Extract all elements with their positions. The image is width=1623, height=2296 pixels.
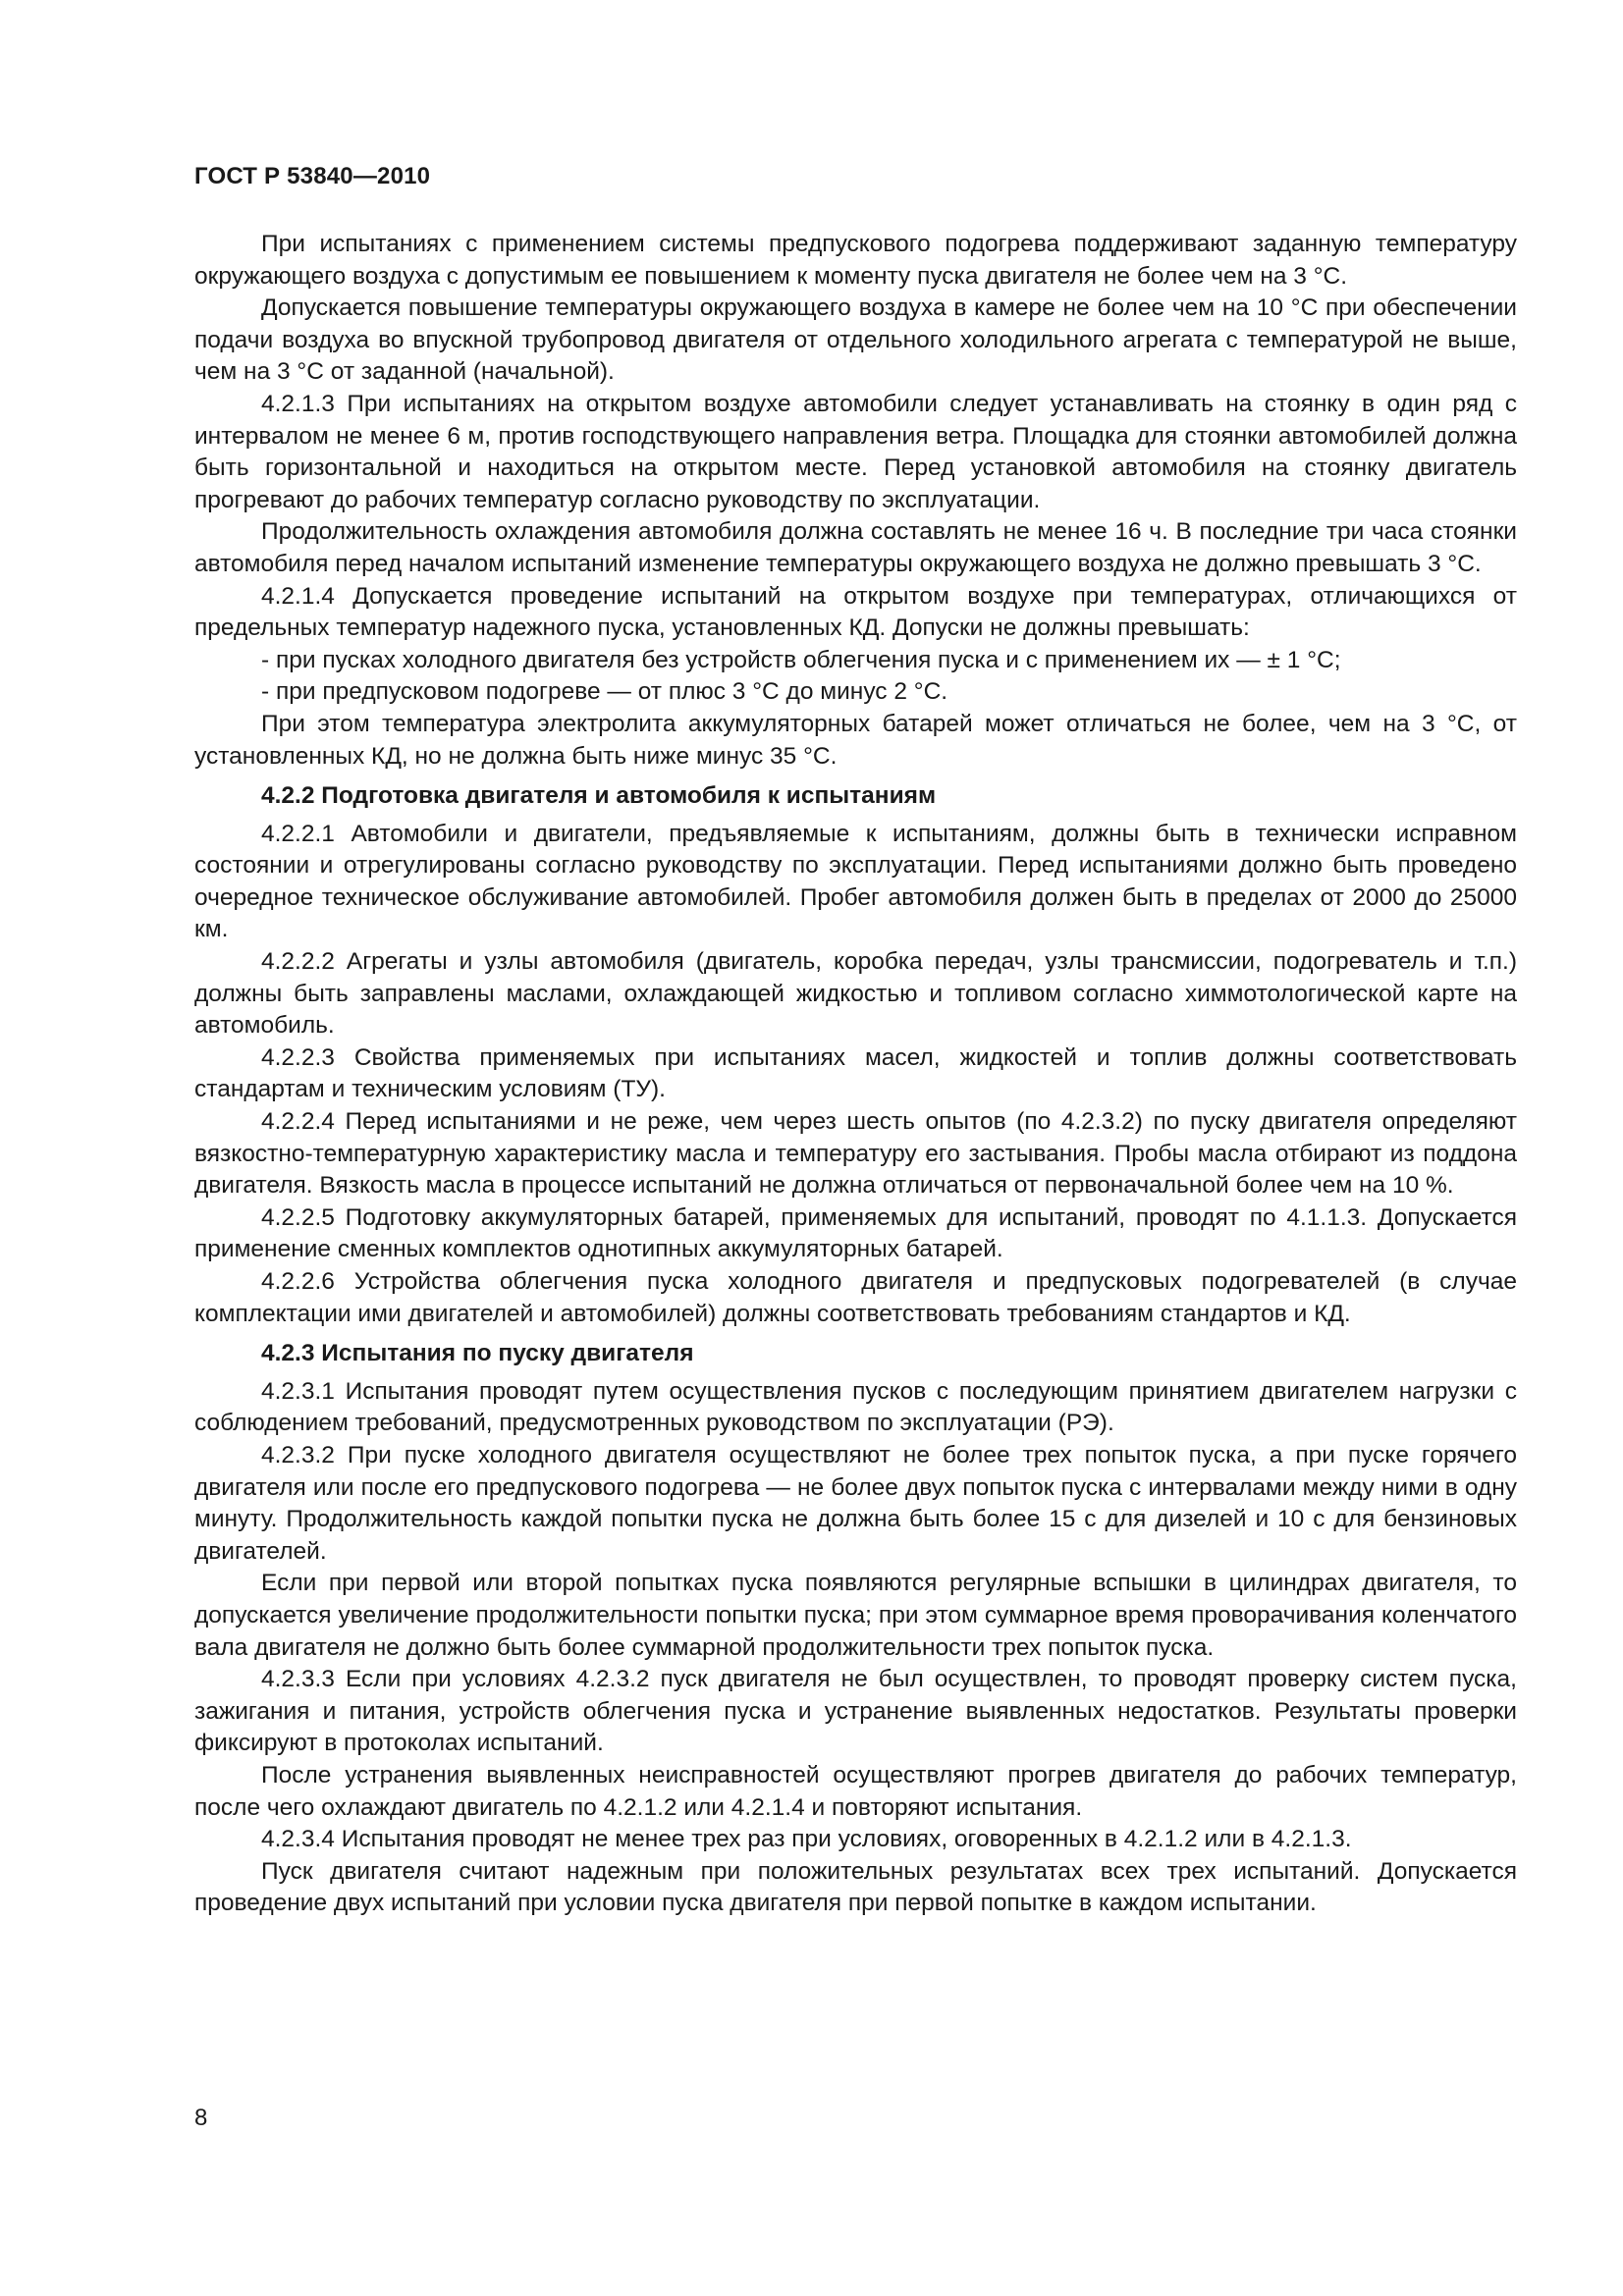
paragraph-4-2-2-5: 4.2.2.5 Подготовку аккумуляторных батарей, применяемых для испытаний, проводят по 4.1.1.3. Допускается применение сменных комплектов однотипных аккумуляторных батарей. bbox=[194, 1203, 1517, 1263]
paragraph: При испытаниях с применением системы предпускового подогрева поддерживают заданную температуру окружающего воздуха с допустимым ее повышением к моменту пуска двигателя не более чем на 3 °С. bbox=[194, 231, 1517, 290]
document-code-header: ГОСТ Р 53840—2010 bbox=[194, 163, 431, 189]
paragraph-4-2-3-1: 4.2.3.1 Испытания проводят путем осуществления пусков с последующим принятием двигателем нагрузки с соблюдением требований, предусмотренных руководством по эксплуатации (РЭ). bbox=[194, 1377, 1517, 1437]
list-item: - при пусках холодного двигателя без устройств облегчения пуска и с применением их — ± 1 °С; bbox=[261, 646, 1341, 673]
paragraph: Если при первой или второй попытках пуска появляются регулярные вспышки в цилиндрах двигателя, то допускается увеличение продолжительности попытки пуска; при этом суммарное время проворачивания коленчатого вала двигателя не должно быть более суммарной продолжительности трех попыток пуска. bbox=[194, 1570, 1517, 1661]
document-body bbox=[194, 229, 1517, 1920]
paragraph-4-2-1-4: 4.2.1.4 Допускается проведение испытаний на открытом воздухе при температурах, отличающихся от предельных температур надежного пуска, установленных КД. Допуски не должны превышать: bbox=[194, 582, 1517, 642]
section-heading-4-2-3: 4.2.3 Испытания по пуску двигателя bbox=[261, 1340, 694, 1367]
paragraph-4-2-2-4: 4.2.2.4 Перед испытаниями и не реже, чем через шесть опытов (по 4.2.3.2) по пуску двигателя определяют вязкостно-температурную характеристику масла и температуру его застывания. Пробы масла отбирают из поддона двигателя. Вязкость масла в процессе испытаний не должна отличаться от первоначальной более чем на 10 %. bbox=[194, 1108, 1517, 1200]
list-item: - при предпусковом подогреве — от плюс 3 °С до минус 2 °С. bbox=[261, 678, 948, 706]
paragraph-4-2-2-1: 4.2.2.1 Автомобили и двигатели, предъявляемые к испытаниям, должны быть в технически исправном состоянии и отрегулированы согласно руководству по эксплуатации. Перед испытаниями должно быть проведено очередное техническое обслуживание автомобилей. Пробег автомобиля должен быть в пределах от 2000 до 25000 км. bbox=[194, 820, 1517, 943]
paragraph-4-2-2-3: 4.2.2.3 Свойства применяемых при испытаниях масел, жидкостей и топлив должны соответствовать стандартам и техническим условиям (ТУ). bbox=[194, 1043, 1517, 1103]
section-heading-4-2-2: 4.2.2 Подготовка двигателя и автомобиля к испытаниям bbox=[261, 782, 937, 810]
paragraph: Допускается повышение температуры окружающего воздуха в камере не более чем на 10 °С при обеспечении подачи воздуха во впускной трубопровод двигателя от отдельного холодильного агрегата с температурой не выше, чем на 3 °С от заданной (начальной). bbox=[194, 294, 1517, 386]
document-page bbox=[194, 162, 1517, 1920]
paragraph-4-2-3-3: 4.2.3.3 Если при условиях 4.2.3.2 пуск двигателя не был осуществлен, то проводят проверку систем пуска, зажигания и питания, устройств облегчения пуска и устранение выявленных недостатков. Результаты проверки фиксируют в протоколах испытаний. bbox=[194, 1666, 1517, 1757]
paragraph-4-2-2-2: 4.2.2.2 Агрегаты и узлы автомобиля (двигатель, коробка передач, узлы трансмиссии, подогреватель и т.п.) должны быть заправлены маслами, охлаждающей жидкостью и топливом согласно химмотологической карте на автомобиль. bbox=[194, 948, 1517, 1040]
paragraph-4-2-1-3: 4.2.1.3 При испытаниях на открытом воздухе автомобили следует устанавливать на стоянку в один ряд с интервалом не менее 6 м, против господствующего направления ветра. Площадка для стоянки автомобилей должна быть горизонтальной и находиться на открытом месте. Перед установкой автомобиля на стоянку двигатель прогревают до рабочих температур согласно руководству по эксплуатации. bbox=[194, 390, 1517, 513]
paragraph: Продолжительность охлаждения автомобиля должна составлять не менее 16 ч. В последние три часа стоянки автомобиля перед началом испытаний изменение температуры окружающего воздуха не должно превышать 3 °С. bbox=[194, 518, 1517, 577]
paragraph: Пуск двигателя считают надежным при положительных результатах всех трех испытаний. Допускается проведение двух испытаний при условии пуска двигателя при первой попытке в каждом испытании. bbox=[194, 1857, 1517, 1917]
paragraph-4-2-3-2: 4.2.3.2 При пуске холодного двигателя осуществляют не более трех попыток пуска, а при пуске горячего двигателя или после его предпускового подогрева — не более двух попыток пуска с интервалами между ними в одну минуту. Продолжительность каждой попытки пуска не должна быть более 15 с для дизелей и 10 с для бензиновых двигателей. bbox=[194, 1441, 1517, 1565]
paragraph: При этом температура электролита аккумуляторных батарей может отличаться не более, чем на 3 °С, от установленных КД, но не должна быть ниже минус 35 °С. bbox=[194, 710, 1517, 770]
page-number: 8 bbox=[194, 2105, 208, 2131]
paragraph: После устранения выявленных неисправностей осуществляют прогрев двигателя до рабочих температур, после чего охлаждают двигатель по 4.2.1.2 или 4.2.1.4 и повторяют испытания. bbox=[194, 1761, 1517, 1821]
paragraph-4-2-3-4: 4.2.3.4 Испытания проводят не менее трех раз при условиях, оговоренных в 4.2.1.2 или в 4.2.1.3. bbox=[261, 1826, 1352, 1853]
paragraph-4-2-2-6: 4.2.2.6 Устройства облегчения пуска холодного двигателя и предпусковых подогревателей (в случае комплектации ими двигателей и автомобилей) должны соответствовать требованиям стандартов и КД. bbox=[194, 1268, 1517, 1327]
